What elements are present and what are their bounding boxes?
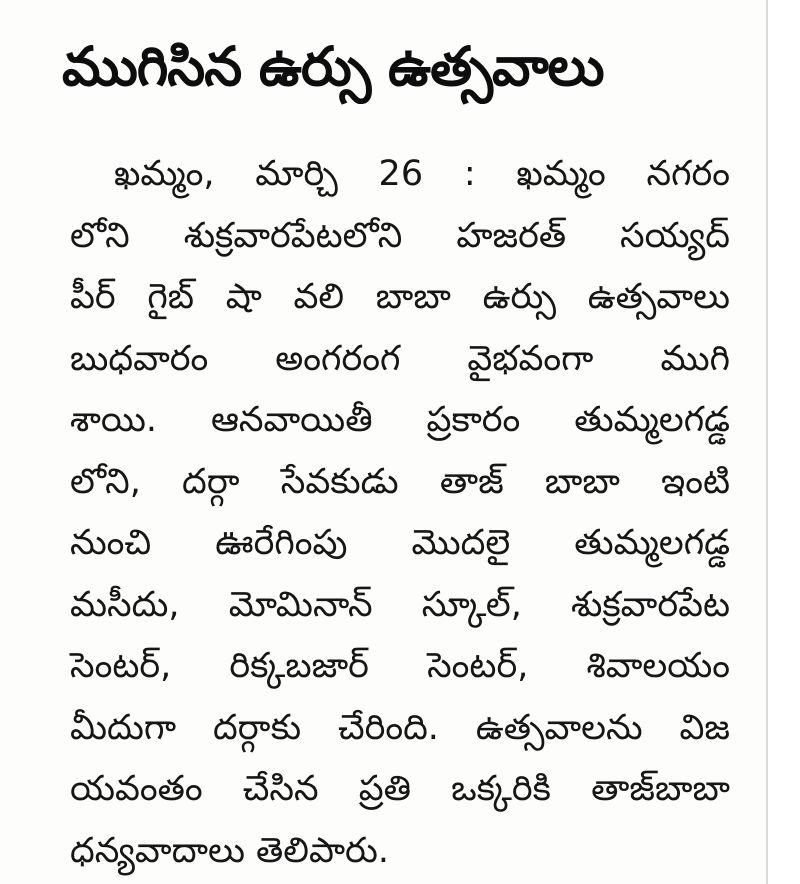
body-line: లోని శుక్రవారపేటలోని హజరత్ సయ్యద్ xyxy=(70,215,730,256)
body-line: ఖమ్మం, మార్చి 26 : ఖమ్మం నగరం xyxy=(114,154,730,194)
body-line: మసీదు, మోమినాన్ స్కూల్, శుక్రవారపేట xyxy=(70,584,730,625)
body-line: నుంచి ఊరేగింపు మొదలై తుమ్మలగడ్డ xyxy=(70,523,730,563)
body-line: శాయి. ఆనవాయితీ ప్రకారం తుమ్మలగడ్డ xyxy=(70,400,730,440)
body-line: లోని, దర్గా సేవకుడు తాజ్ బాబా ఇంటి xyxy=(70,461,730,502)
body-line: సెంటర్, రిక్కబజార్ సెంటర్, శివాలయం xyxy=(70,646,730,686)
article-body xyxy=(70,144,730,882)
page-margin xyxy=(768,0,800,884)
body-line: ధన్యవాదాలు తెలిపారు. xyxy=(70,830,390,871)
body-line: బుధవారం అంగరంగ వైభవంగా ముగి xyxy=(70,338,730,379)
body-line: మీదుగా దర్గాకు చేరింది. ఉత్సవాలను విజ xyxy=(70,707,730,748)
body-line: పీర్ గైబ్ షా వలి బాబా ఉర్సు ఉత్సవాలు xyxy=(70,277,730,317)
body-line: యవంతం చేసిన ప్రతి ఒక్కరికి తాజ్‌బాబా xyxy=(70,769,730,809)
article-headline: ముగిసిన ఉర్సు ఉత్సవాలు xyxy=(62,35,604,98)
